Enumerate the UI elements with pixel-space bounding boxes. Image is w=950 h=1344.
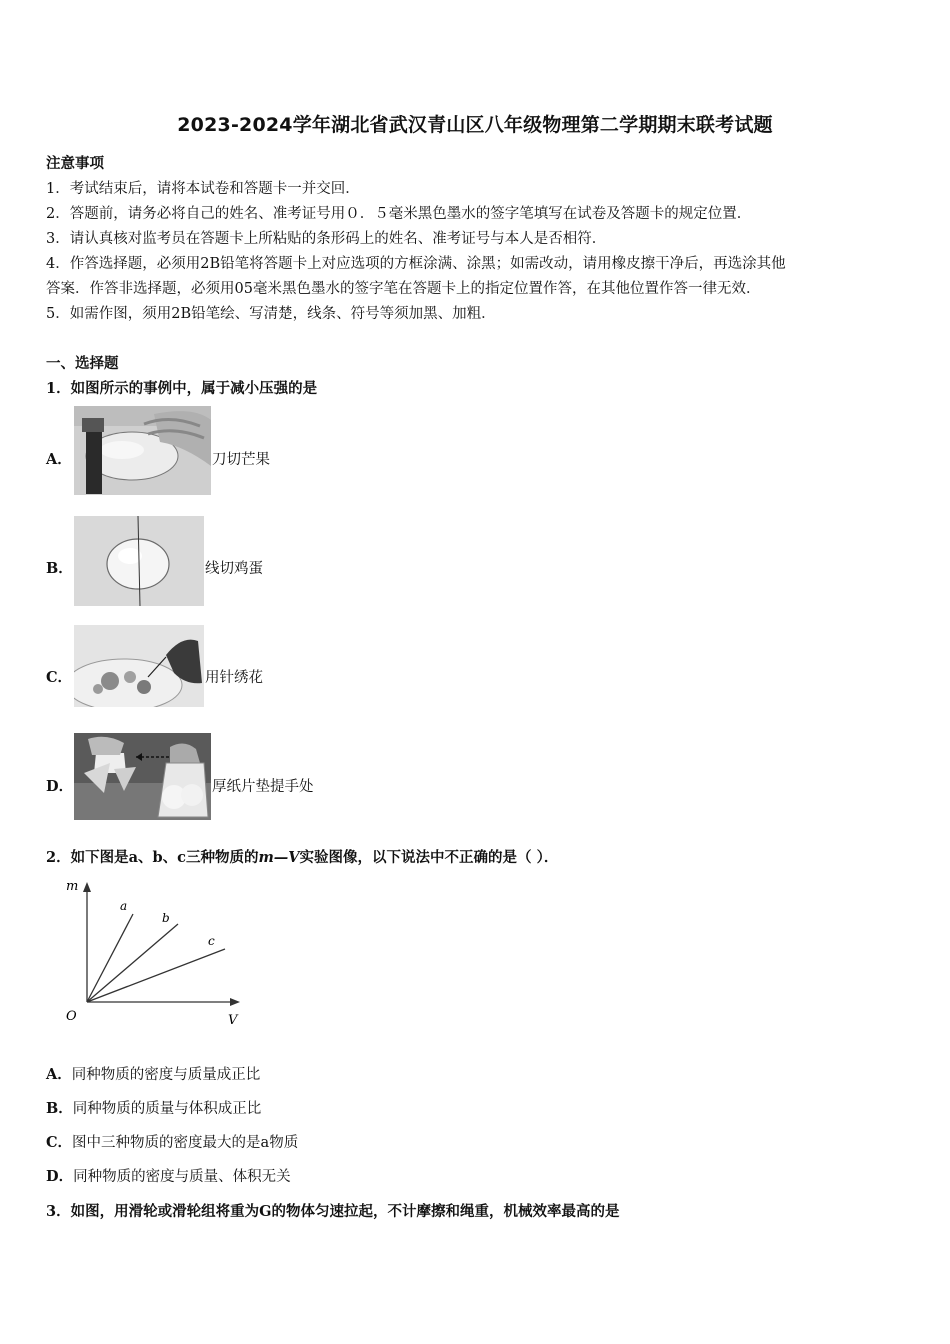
- option-a-text: 刀切芒果: [212, 452, 270, 468]
- section-heading: 一、选择题: [46, 355, 119, 372]
- option-d-letter: D．: [46, 778, 74, 795]
- question-2-stem: 2．如下图是a、b、c三种物质的m—V实验图像，以下说法中不正确的是（ ）．: [46, 849, 559, 866]
- notice-item: 2．答题前，请务必将自己的姓名、准考证号用０．５毫米黑色墨水的签字笔填写在试卷及答题卡的规定位置．: [46, 206, 752, 222]
- option-b-text: 线切鸡蛋: [205, 561, 263, 577]
- option-c-letter: C．: [46, 669, 73, 686]
- q2-option-a: A．同种物质的密度与质量成正比: [46, 1066, 261, 1083]
- q2-option-b: B．同种物质的质量与体积成正比: [46, 1100, 262, 1117]
- notice-item: 5．如需作图，须用2B铅笔绘、写清楚，线条、符号等须加黑、加粗．: [46, 306, 496, 322]
- notice-heading: 注意事项: [46, 155, 104, 172]
- option-b-letter: B．: [46, 560, 73, 577]
- option-d-text: 厚纸片垫提手处: [212, 779, 314, 795]
- q2-option-c: C．图中三种物质的密度最大的是a物质: [46, 1134, 299, 1151]
- page-title: 2023-2024学年湖北省武汉青山区八年级物理第二学期期末联考试题: [177, 114, 773, 136]
- m-v-variable: m—V: [258, 849, 300, 866]
- mango-cutting-photo: [74, 406, 211, 495]
- m-v-graph: [60, 872, 250, 1032]
- egg-cutting-photo: [74, 516, 204, 606]
- question-1-stem: 1．如图所示的事例中，属于减小压强的是: [46, 380, 318, 397]
- notice-item-continued: 答案．作答非选择题，必须用05毫米黑色墨水的签字笔在答题卡上的指定位置作答，在其他位置作答一律无效．: [46, 281, 761, 297]
- option-c-text: 用针绣花: [205, 670, 263, 686]
- line-c-label: c: [208, 934, 215, 948]
- m-axis-label: m: [66, 879, 79, 894]
- v-axis-label: V: [228, 1013, 238, 1028]
- embroidery-photo: [74, 625, 204, 707]
- q2-option-d: D．同种物质的密度与质量、体积无关: [46, 1168, 291, 1185]
- line-b-label: b: [162, 911, 170, 925]
- line-a-label: a: [120, 899, 128, 913]
- notice-item: 1．考试结束后，请将本试卷和答题卡一并交回．: [46, 181, 360, 197]
- origin-label: O: [66, 1009, 77, 1024]
- question-3-stem: 3．如图，用滑轮或滑轮组将重为G的物体匀速拉起，不计摩擦和绳重，机械效率最高的是: [46, 1203, 620, 1220]
- notice-item: 4．作答选择题，必须用2B铅笔将答题卡上对应选项的方框涂满、涂黑；如需改动，请用橡皮擦干净后，再选涂其他: [46, 256, 786, 272]
- notice-item: 3．请认真核对监考员在答题卡上所粘贴的条形码上的姓名、准考证号与本人是否相符．: [46, 231, 607, 247]
- option-a-letter: A．: [46, 451, 72, 468]
- bag-handle-photo: [74, 733, 211, 820]
